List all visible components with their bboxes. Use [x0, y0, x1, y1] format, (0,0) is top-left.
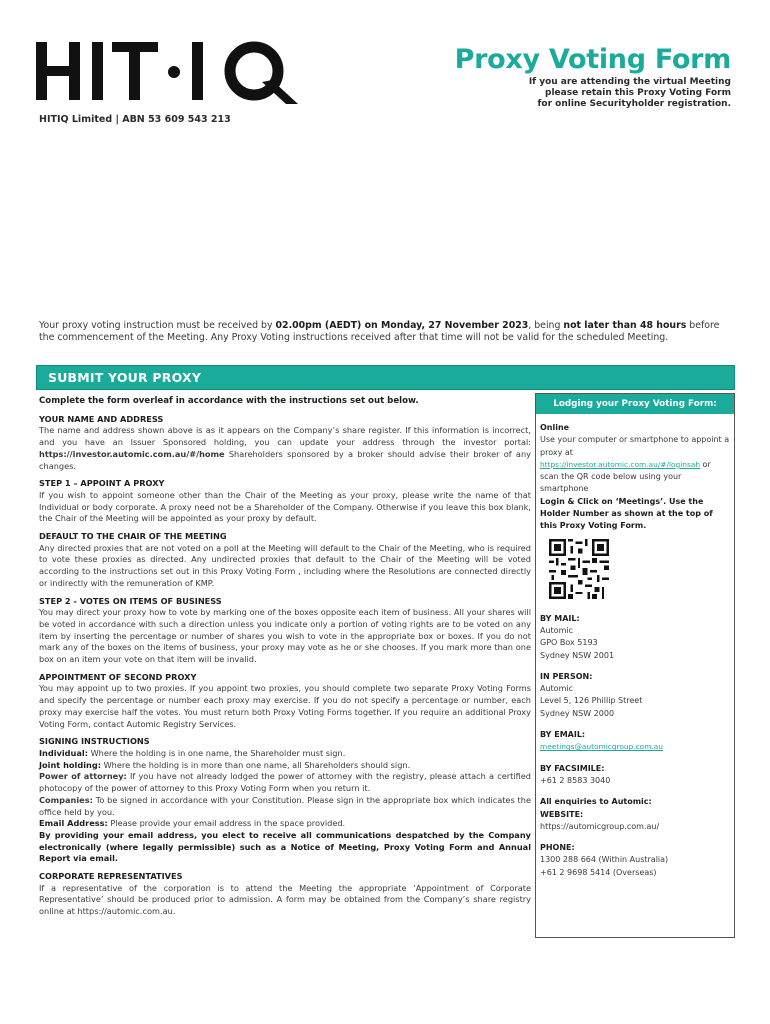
online-text: Use your computer or smartphone to appoint a proxy at: [540, 435, 730, 457]
step1-text: If you wish to appoint someone other than the Chair of the Meeting as your proxy, please write the name of that Individual or body corporate. A proxy need not be a Shareholder of the Company. Otherwise if you leave this box blank, the Chair of the Meeting will be appointed as your proxy by default.: [39, 489, 531, 524]
submit-proxy-banner: [36, 365, 735, 390]
default-chair-heading: DEFAULT TO THE CHAIR OF THE MEETING: [39, 531, 227, 542]
online-heading: Online: [540, 423, 570, 432]
deadline-limit: not later than 48 hours: [563, 320, 687, 331]
banner-title: SUBMIT YOUR PROXY: [48, 370, 202, 385]
email-link[interactable]: meetings@automicgroup.com.au: [540, 742, 663, 752]
form-title: Proxy Voting Form: [454, 44, 731, 75]
fax-heading: BY FACSIMILE:: [540, 763, 605, 773]
step2-heading: STEP 2 - VOTES ON ITEMS OF BUSINESS: [39, 595, 222, 606]
instructions-column: [39, 396, 531, 918]
signing-joint: Joint holding: Where the holding is in more than one name, all Shareholders should sign.: [39, 759, 411, 770]
deadline-time: 02.00pm (AEDT) on Monday, 27 November 2023: [275, 320, 529, 331]
name-address-heading: YOUR NAME AND ADDRESS: [39, 413, 164, 424]
deadline-notice: Your proxy voting instruction must be received by 02.00pm (AEDT) on Monday, 27 November 2023, being not later than 48 hours before the commencement of the Meeting. Any Proxy Voting instructions received after that time will not be valid for the scheduled Meeting.: [39, 320, 720, 343]
investor-portal-link[interactable]: https://investor.automic.com.au/#/home: [39, 448, 225, 459]
logo-text: HIT·IQ: [36, 36, 40, 37]
phone-overseas: +61 2 9698 5414 (Overseas): [540, 867, 657, 877]
fax-number: +61 2 8583 3040: [540, 775, 611, 785]
phone-heading: PHONE:: [540, 843, 575, 853]
enquiries-heading: All enquiries to Automic:: [540, 797, 652, 807]
signing-individual: Individual: Where the holding is in one name, the Shareholder must sign.: [39, 747, 346, 758]
lodging-panel: [535, 393, 735, 938]
email-heading: BY EMAIL:: [540, 730, 586, 740]
signing-poa: Power of attorney: If you have not already lodged the power of attorney with the registry, please attach a certified photocopy of the power of attorney to this Proxy Voting Form when you return it.: [39, 771, 531, 794]
in-person-line-1: Automic: [540, 684, 573, 694]
in-person-line-3: Sydney NSW 2000: [540, 708, 615, 718]
online-link-line: https://investor.automic.com.au/#/loginsah or scan the QR code below using your smartphone: [540, 459, 711, 494]
mail-line-3: Sydney NSW 2001: [540, 650, 615, 660]
website-heading: WEBSITE:: [540, 809, 584, 819]
step1-heading: STEP 1 – APPOINT A PROXY: [39, 478, 165, 489]
online-login-link[interactable]: https://investor.automic.com.au/#/loginsah: [540, 459, 701, 469]
in-person-heading: IN PERSON:: [540, 671, 593, 681]
mail-line-1: Automic: [540, 625, 573, 635]
second-proxy-heading: APPOINTMENT OF SECOND PROXY: [39, 671, 197, 682]
company-abn: HITIQ Limited | ABN 53 609 543 213: [39, 114, 231, 125]
signing-companies: Companies: To be signed in accordance with your Constitution. Please sign in the appropriate box which indicates the office held by you.: [39, 794, 531, 817]
instructions-intro: Complete the form overleaf in accordance with the instructions set out below.: [39, 396, 419, 406]
signing-heading: SIGNING INSTRUCTIONS: [39, 736, 150, 747]
name-address-text: The name and address shown above is as it appears on the Company’s share register. If this information is incorrect, and you have an Issuer Sponsored holding, you can update your address through the investor portal: https://investor.automic.com.au/#/home Shareholders sponsored by a broker should advise their broker of any changes.: [39, 425, 531, 471]
qr-code-icon[interactable]: [549, 539, 609, 599]
in-person-line-2: Level 5, 126 Phillip Street: [540, 696, 643, 706]
default-chair-text: Any directed proxies that are not voted on a poll at the Meeting will default to the Chair of the Meeting, who is required to vote these proxies as directed. Any undirected proxies that default to the Chair of the Meeting will be voted according to the instructions set out in this Proxy Voting Form , including where the Resolutions are connected directly or indirectly with the remuneration of KMP.: [39, 542, 531, 588]
mail-line-2: GPO Box 5193: [540, 638, 598, 648]
lodging-heading: Lodging your Proxy Voting Form:: [536, 394, 734, 414]
signing-email-consent: By providing your email address, you elect to receive all communications despatched by the Company electronically (where legally permissible) such as a Notice of Meeting, Proxy Voting Form and Annual Report via email.: [39, 829, 531, 864]
second-proxy-text: You may appoint up to two proxies. If you appoint two proxies, you should complete two separate Proxy Voting Forms and specify the percentage or number each proxy may exercise. If you do not specify a percentage or number, each proxy may exercise half the votes. You must return both Proxy Voting Forms together. If you require an additional Proxy Voting Form, contact Automic Registry Services.: [39, 683, 531, 729]
mail-heading: BY MAIL:: [540, 613, 580, 623]
website-url[interactable]: https://automicgroup.com.au/: [540, 821, 660, 831]
phone-australia: 1300 288 664 (Within Australia): [540, 855, 669, 865]
signing-email: Email Address: Please provide your email address in the space provided.: [39, 818, 346, 829]
step2-text: You may direct your proxy how to vote by marking one of the boxes opposite each item of business. All your shares will be voted in accordance with such a direction unless you indicate only a portion of voting rights are to be voted on any item by inserting the percentage or number of shares you wish to vote in the appropriate box or boxes. If you do not mark any of the boxes on the items of business, your proxy may vote as he or she chooses. If you mark more than one box on an item your vote on that item will be invalid.: [39, 607, 531, 665]
online-instructions: Login & Click on ‘Meetings’. Use the Holder Number as shown at the top of this Proxy Voting Form.: [540, 496, 713, 531]
hitiq-logo: [36, 36, 302, 106]
title-note: If you are attending the virtual Meeting please retain this Proxy Voting Form for online Securityholder registration.: [528, 77, 731, 109]
corporate-rep-text: If a representative of the corporation is to attend the Meeting the appropriate ‘Appointment of Corporate Representative’ should be produced prior to admission. A form may be obtained from the Company’s share registry online at https://automic.com.au.: [39, 882, 531, 917]
corporate-rep-heading: CORPORATE REPRESENTATIVES: [39, 871, 183, 882]
